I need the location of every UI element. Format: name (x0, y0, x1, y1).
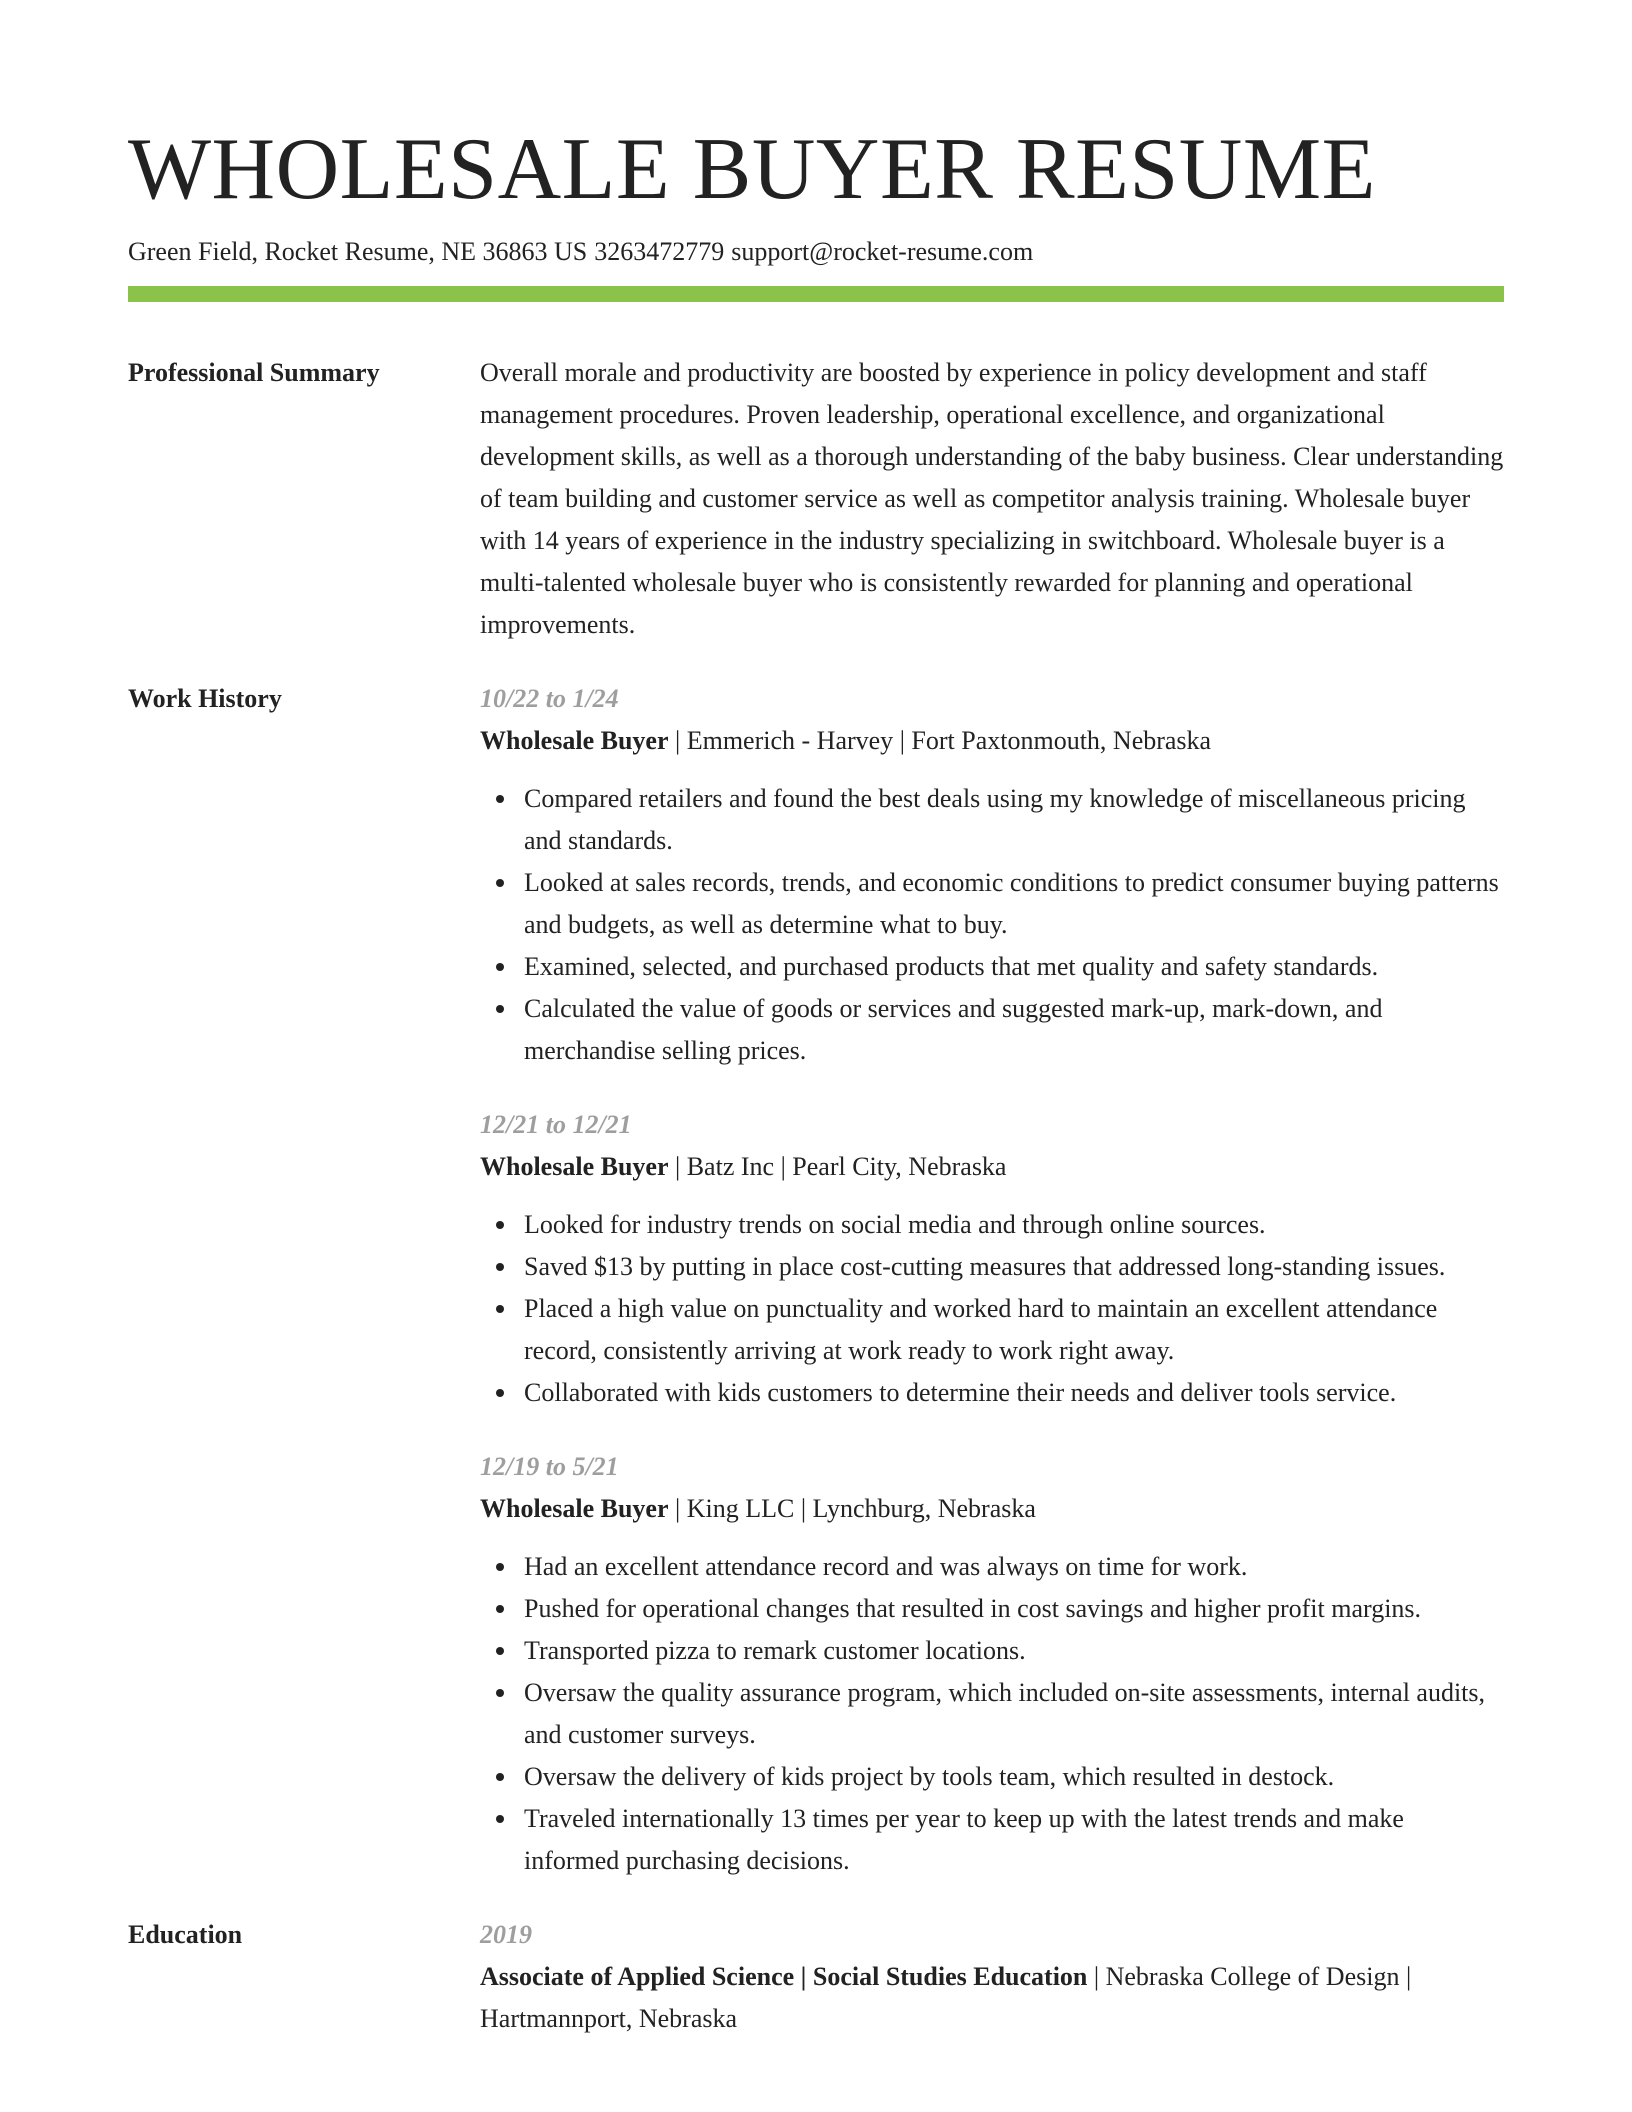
duty-item: Placed a high value on punctuality and worked hard to maintain an excellent attendance record, consistently arriving at work ready to work right away. (524, 1288, 1504, 1372)
duty-item: Collaborated with kids customers to determine their needs and deliver tools service. (524, 1372, 1504, 1414)
resume-title: WHOLESALE BUYER RESUME (128, 121, 1376, 218)
job-role-line (480, 1488, 1504, 1530)
work-history-section (128, 678, 1504, 1882)
header-divider (128, 286, 1504, 302)
job-duties-list (480, 1546, 1504, 1882)
contact-address: Green Field, Rocket Resume, NE 36863 US (128, 237, 588, 266)
education-line (480, 1956, 1504, 2040)
separator: | (774, 1152, 793, 1181)
separator: | (794, 1494, 813, 1523)
duty-item: Examined, selected, and purchased products that met quality and safety standards. (524, 946, 1504, 988)
job-dates: 12/19 to 5/21 (480, 1452, 619, 1481)
education-year: 2019 (480, 1920, 532, 1949)
job-entry (480, 1446, 1504, 1882)
job-company: Batz Inc (686, 1152, 775, 1181)
duty-item: Looked at sales records, trends, and economic conditions to predict consumer buying patterns and budgets, as well as determine what to buy. (524, 862, 1504, 946)
job-duties-list (480, 778, 1504, 1072)
job-duties-list (480, 1204, 1504, 1414)
education-location: Hartmannport, Nebraska (480, 2004, 738, 2033)
job-company: Emmerich - Harvey (686, 726, 894, 755)
summary-text: Overall morale and productivity are boosted by experience in policy development and staff management procedures. Proven leadership, operational excellence, and organizational development skills, as well as a thorough understanding of the baby business. Clear understanding of team building and customer service as well as competitor analysis training. Wholesale buyer with 14 years of experience in the industry specializing in switchboard. Wholesale buyer is a multi-talented wholesale buyer who is consistently rewarded for planning and operational improvements. (480, 358, 1504, 639)
duty-item: Compared retailers and found the best deals using my knowledge of miscellaneous pricing and standards. (524, 778, 1504, 862)
duty-item: Traveled internationally 13 times per year to keep up with the latest trends and make informed purchasing decisions. (524, 1798, 1504, 1882)
job-title: Wholesale Buyer (480, 726, 669, 755)
summary-body (480, 352, 1504, 646)
job-title: Wholesale Buyer (480, 1494, 669, 1523)
education-body (480, 1914, 1504, 2040)
contact-phone: 3263472779 (594, 237, 725, 266)
job-dates: 10/22 to 1/24 (480, 684, 619, 713)
summary-section (128, 352, 1504, 646)
job-entry (480, 678, 1504, 1072)
separator: | (893, 726, 912, 755)
job-entry (480, 1104, 1504, 1414)
contact-line (128, 235, 1504, 269)
education-school: Nebraska College of Design (1105, 1962, 1400, 1991)
job-role-line (480, 1146, 1504, 1188)
job-location: Fort Paxtonmouth, Nebraska (911, 726, 1212, 755)
contact-email: support@rocket-resume.com (731, 237, 1034, 266)
separator: | (668, 1152, 687, 1181)
separator: | (668, 726, 687, 755)
job-location: Pearl City, Nebraska (792, 1152, 1007, 1181)
separator: | (668, 1494, 687, 1523)
duty-item: Saved $13 by putting in place cost-cutting measures that addressed long-standing issues. (524, 1246, 1504, 1288)
work-history-heading: Work History (128, 684, 282, 713)
job-role-line (480, 720, 1504, 762)
duty-item: Oversaw the quality assurance program, which included on-site assessments, internal audits, and customer surveys. (524, 1672, 1504, 1756)
work-history-body (480, 678, 1504, 1882)
job-location: Lynchburg, Nebraska (812, 1494, 1036, 1523)
separator: | (1399, 1962, 1412, 1991)
duty-item: Transported pizza to remark customer locations. (524, 1630, 1504, 1672)
duty-item: Oversaw the delivery of kids project by tools team, which resulted in destock. (524, 1756, 1504, 1798)
education-section (128, 1914, 1504, 2040)
education-degree: Associate of Applied Science | Social Studies Education (480, 1962, 1088, 1991)
education-heading: Education (128, 1920, 243, 1949)
separator: | (1087, 1962, 1106, 1991)
duty-item: Looked for industry trends on social media and through online sources. (524, 1204, 1504, 1246)
job-company: King LLC (686, 1494, 795, 1523)
duty-item: Calculated the value of goods or services and suggested mark-up, mark-down, and merchandise selling prices. (524, 988, 1504, 1072)
summary-heading: Professional Summary (128, 358, 380, 387)
duty-item: Pushed for operational changes that resulted in cost savings and higher profit margins. (524, 1588, 1504, 1630)
job-dates: 12/21 to 12/21 (480, 1110, 632, 1139)
job-title: Wholesale Buyer (480, 1152, 669, 1181)
duty-item: Had an excellent attendance record and was always on time for work. (524, 1546, 1504, 1588)
